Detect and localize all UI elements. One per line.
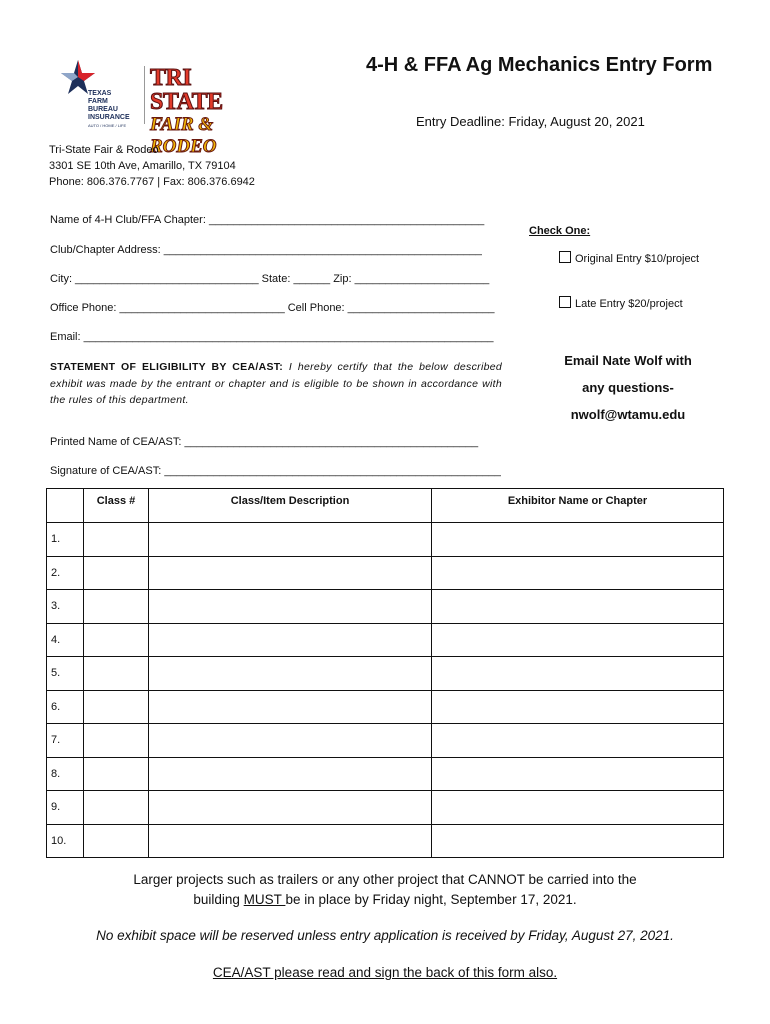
contact-info: Email Nate Wolf with any questions- nwolf@wtamu.edu <box>548 347 708 428</box>
entries-table <box>46 488 724 858</box>
check-one-title: Check One: <box>529 225 591 237</box>
checkbox-icon[interactable] <box>559 251 571 263</box>
contact-email[interactable]: nwolf@wtamu.edu <box>570 407 686 422</box>
eligibility-statement: STATEMENT OF ELIGIBILITY BY CEA/AST: I hereby certify that the below described exhibit was made by the entrant or chapter and is eligible to be shown in accordance with the rules of this department. <box>50 361 503 406</box>
col-class-number: Class # <box>84 489 149 523</box>
table-row: 10. <box>47 824 724 858</box>
email-field[interactable]: Email: ___________________________________________________________________ <box>50 331 494 343</box>
phone-fields[interactable]: Office Phone: ___________________________ Cell Phone: ________________________ <box>50 302 495 314</box>
table-header-row <box>47 489 724 523</box>
col-description: Class/Item Description <box>149 489 432 523</box>
city-state-zip-field[interactable]: City: ______________________________ State: ______ Zip: ______________________ <box>50 273 490 285</box>
back-of-form-note: CEA/AST please read and sign the back of this form also. <box>212 965 558 980</box>
original-entry-checkbox[interactable]: Original Entry $10/project <box>559 251 699 265</box>
large-projects-note: Larger projects such as trailers or any other project that CANNOT be carried into the building MUST be in place by Friday night, September 17, 2021. <box>133 872 637 907</box>
table-row: 8. <box>47 757 724 791</box>
org-name: Tri-State Fair & Rodeo <box>49 144 159 156</box>
signature-field[interactable]: Signature of CEA/AST: _______________________________________________________ <box>50 465 501 477</box>
table-row: 7. <box>47 724 724 758</box>
table-row: 4. <box>47 623 724 657</box>
table-row: 6. <box>47 690 724 724</box>
table-row: 3. <box>47 590 724 624</box>
tristate-logo: TRI STATE FAIR & RODEO <box>150 65 223 157</box>
org-phone: Phone: 806.376.7767 | Fax: 806.376.6942 <box>49 176 255 188</box>
table-row: 2. <box>47 556 724 590</box>
table-row: 9. <box>47 791 724 825</box>
checkbox-icon[interactable] <box>559 296 571 308</box>
organizer-address <box>49 142 255 190</box>
page-title: 4-H & FFA Ag Mechanics Entry Form <box>366 54 713 76</box>
table-row: 5. <box>47 657 724 691</box>
col-exhibitor: Exhibitor Name or Chapter <box>432 489 724 523</box>
entry-deadline: Entry Deadline: Friday, August 20, 2021 <box>416 114 645 129</box>
chapter-name-field[interactable]: Name of 4-H Club/FFA Chapter: _____________________________________________ <box>50 214 485 226</box>
org-street: 3301 SE 10th Ave, Amarillo, TX 79104 <box>49 160 236 172</box>
chapter-address-field[interactable]: Club/Chapter Address: ____________________________________________________ <box>50 244 482 256</box>
tfb-logo-text: TEXAS FARM BUREAU INSURANCE AUTO / HOME / LIFE <box>88 90 130 128</box>
reservation-note: No exhibit space will be reserved unless entry application is received by Friday, August 27, 2021. <box>96 928 674 943</box>
logo-divider <box>144 66 145 124</box>
late-entry-checkbox[interactable]: Late Entry $20/project <box>559 296 683 310</box>
table-row: 1. <box>47 523 724 557</box>
printed-name-field[interactable]: Printed Name of CEA/AST: ________________________________________________ <box>50 436 479 448</box>
